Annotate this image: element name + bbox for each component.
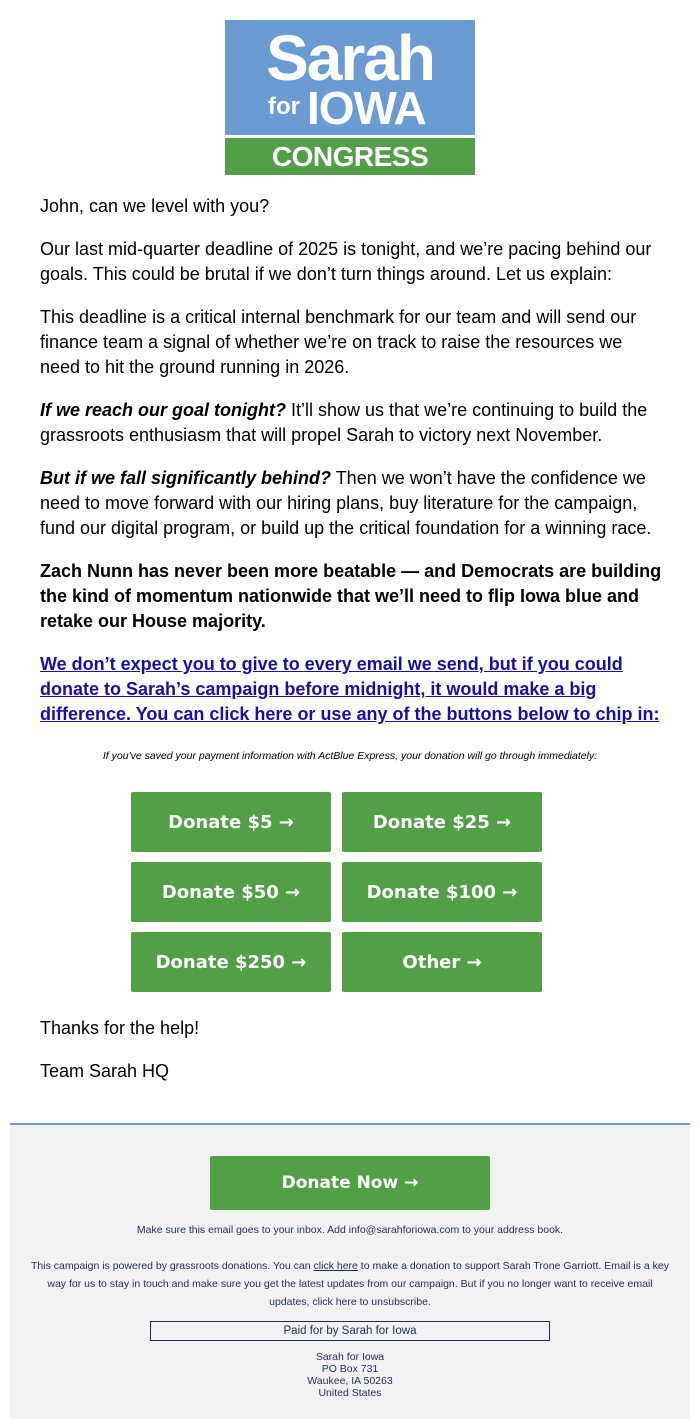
donate-250-button[interactable]: Donate $250 → bbox=[131, 932, 331, 992]
actblue-express-note: If you've saved your payment information with ActBlue Express, your donation will go through immediately: bbox=[102, 750, 598, 762]
logo-state: IOWA bbox=[307, 82, 426, 134]
logo-blue-panel bbox=[225, 20, 475, 135]
campaign-logo bbox=[225, 20, 475, 175]
paragraph-2: This deadline is a critical internal benchmark for our team and will send our finance team a signal of whether we’re on track to raise the resources we need to hit the ground running in 2026. bbox=[40, 307, 637, 377]
powered-by-note bbox=[30, 1257, 670, 1311]
address-line: Sarah for Iowa bbox=[315, 1351, 385, 1363]
paragraph-4 bbox=[40, 466, 665, 541]
paragraph-3-text: It’ll show us that we’re continuing to build the grassroots enthusiasm that will propel Sarah to victory next November. bbox=[40, 400, 648, 445]
powered-text-post: to make a donation to support Sarah Trone Garriott. Email is a key way for us to stay in touch and make sure you get the latest updates from our campaign. But if you no longer want to receive email updates, click here to unsubscribe. bbox=[47, 1260, 669, 1308]
address-line: Waukee, IA 50263 bbox=[307, 1375, 393, 1387]
logo-for: for bbox=[268, 93, 300, 120]
cta-donate-link[interactable]: We don’t expect you to give to every email we send, but if you could donate to Sarah’s campaign before midnight, it would make a big difference. You can click here or use any of the buttons below to chip in: bbox=[40, 654, 660, 724]
paragraph-4-text: Then we won’t have the confidence we need to move forward with our hiring plans, buy literature for the campaign, fund our digital program, or build up the critical foundation for a winning race. bbox=[40, 468, 652, 538]
paragraph-4-emphasis: But if we fall significantly behind? bbox=[40, 468, 332, 488]
address-line: PO Box 731 bbox=[321, 1363, 379, 1375]
donate-50-button[interactable]: Donate $50 → bbox=[131, 862, 331, 922]
address-line: United States bbox=[318, 1387, 382, 1399]
inbox-note: Make sure this email goes to your inbox. Add info@sarahforiowa.com to your address book. bbox=[136, 1224, 564, 1236]
donate-now-button[interactable]: Donate Now → bbox=[210, 1156, 490, 1210]
donate-5-button[interactable]: Donate $5 → bbox=[131, 792, 331, 852]
powered-text-pre: This campaign is powered by grassroots donations. You can bbox=[31, 1260, 314, 1272]
donate-25-button[interactable]: Donate $25 → bbox=[342, 792, 542, 852]
donate-other-button[interactable]: Other → bbox=[342, 932, 542, 992]
paragraph-3-emphasis: If we reach our goal tonight? bbox=[40, 400, 287, 420]
donate-100-button[interactable]: Donate $100 → bbox=[342, 862, 542, 922]
paragraph-5: Zach Nunn has never been more beatable — and Democrats are building the kind of momentum nationwide that we’ll need to flip Iowa blue and retake our House majority. bbox=[40, 561, 662, 631]
logo-name: Sarah bbox=[266, 22, 434, 94]
paragraph-1: Our last mid-quarter deadline of 2025 is tonight, and we’re pacing behind our goals. This could be brutal if we don’t turn things around. Let us explain: bbox=[40, 239, 652, 284]
email-footer bbox=[10, 1123, 690, 1419]
thanks-line: Thanks for the help! bbox=[40, 1018, 200, 1038]
paid-for-box: Paid for by Sarah for Iowa bbox=[150, 1321, 550, 1341]
signature: Team Sarah HQ bbox=[40, 1061, 170, 1081]
paragraph-3 bbox=[40, 398, 665, 448]
logo-office: CONGRESS bbox=[225, 138, 475, 175]
greeting: John, can we level with you? bbox=[40, 196, 270, 216]
mailing-address bbox=[10, 1351, 690, 1399]
click-here-link[interactable]: click here bbox=[313, 1260, 358, 1272]
cta-paragraph bbox=[40, 652, 665, 727]
